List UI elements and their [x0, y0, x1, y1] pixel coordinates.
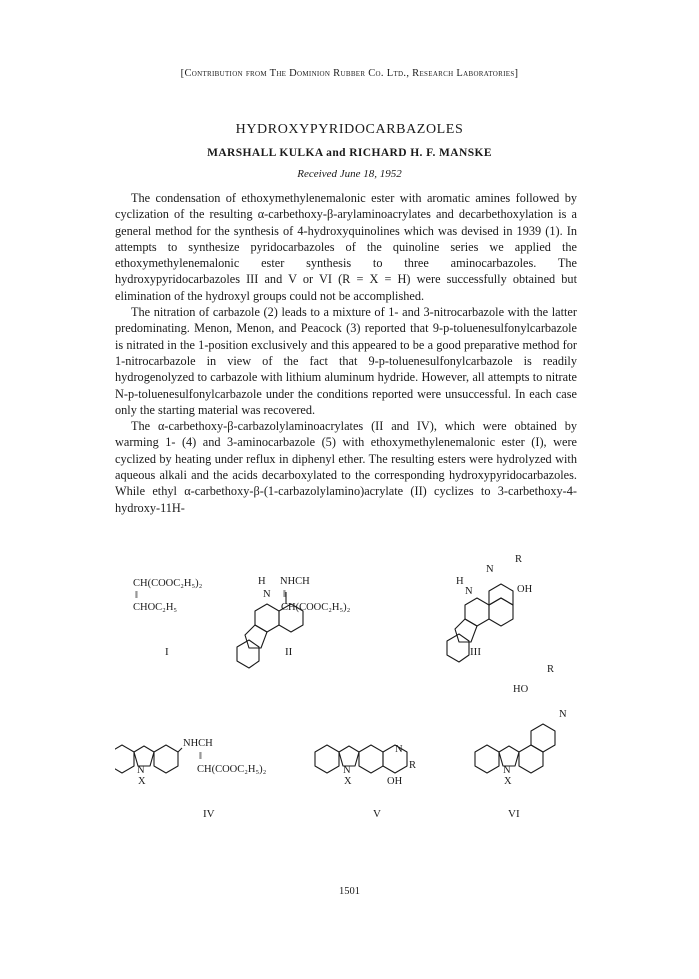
compound-III-n-pyr: N [486, 564, 494, 575]
compound-IV-label: IV [203, 808, 215, 820]
compound-III-h: H [456, 576, 464, 587]
compound-III-n-ring: N [465, 586, 473, 597]
compound-V-label: V [373, 808, 381, 820]
article-title: HYDROXYPYRIDOCARBAZOLES [235, 122, 464, 137]
compound-V-skeleton [315, 745, 407, 773]
compound-VI-r: R [547, 664, 555, 675]
compound-VI-ho: HO [513, 684, 529, 695]
page-number: 1501 [339, 886, 360, 897]
compound-I-line1: CH(COOC₂H₅)₂ [133, 578, 203, 589]
compound-V-n-ring: N [343, 765, 351, 776]
paragraph-1: The condensation of ethoxymethylenemalonic ester with aromatic amines followed by cyclization of the resulting α-carbethoxy-β-arylaminoacrylates and decarbethoxylation is a general method for the synthesis of 4-hydroxyquinolines which was devised in 1939 (1). In attempts to synthesize pyridocarbazoles of the quinoline series we applied the ethoxymethylenemalonic ester synthesis to three aminocarbazoles. The hydroxypyridocarbazoles III and V or VI (R = X = H) were successfully obtained but elimination of the hydroxyl groups could not be accomplished. [115, 191, 577, 303]
compound-II-n: N [263, 589, 271, 600]
compound-II-nhch: NHCH [280, 576, 310, 587]
compound-IV-n: N [137, 765, 145, 776]
article-authors: MARSHALL KULKA and RICHARD H. F. MANSKE [207, 147, 492, 159]
compound-III-oh: OH [517, 584, 533, 595]
received-date: Received June 18, 1952 [297, 168, 402, 180]
paragraph-2: The nitration of carbazole (2) leads to a mixture of 1- and 3-nitrocarbazole with the latter predominating. Menon, Menon, and Peacock (3) reported that 9-p-toluenesulfonylcarbazole is nitrated in the 1-position exclusively and this appeared to be a good preparative method for 1-nitrocarbazole in view of the fact that 9-p-toluenesulfonylcarbazole is readily hydrogenolyzed to carbazole with lithium aluminum hydride. However, all attempts to nitrate N-p-toluenesulfonylcarbazole under the conditions reported were unsuccessful. In each case only the starting material was recovered. [115, 305, 577, 417]
compound-IV-ester: CH(COOC₂H₅)₂ [197, 764, 267, 775]
compound-V-n-pyr: N [395, 744, 403, 755]
compound-VI-n-ring: N [503, 765, 511, 776]
contribution-header: [Contribution from The Dominion Rubber Co. Ltd., Research Laboratories] [180, 68, 519, 79]
compound-I-bond: ‖ [135, 590, 138, 601]
compound-I-label: I [165, 646, 169, 658]
compound-V-x: X [344, 776, 352, 787]
compound-III-label: III [470, 646, 481, 658]
chemical-structures-figure [115, 554, 585, 832]
compound-VI-skeleton [475, 724, 555, 773]
article-body [115, 190, 577, 516]
compound-VI-x: X [504, 776, 512, 787]
compound-II-ester: CH(COOC₂H₅)₂ [281, 602, 351, 613]
compound-II-label: II [285, 646, 293, 658]
compound-VI-label: VI [508, 808, 520, 820]
compound-IV-skeleton [115, 745, 182, 773]
paragraph-3: The α-carbethoxy-β-carbazolylaminoacrylates (II and IV), which were obtained by warming 1- (4) and 3-aminocarbazole (5) with ethoxymethylenemalonic ester (I), were cyclized by heating under reflux in diphenyl ether. The resulting esters were hydrolyzed with aqueous alkali and the acids decarboxylated to the corresponding hydroxypyridocarbazoles. While ethyl α-carbethoxy-β-(1-carbazolylamino)acrylate (II) cyclizes to 3-carbethoxy-4-hydroxy-11H- [115, 419, 577, 515]
compound-IV-bond: ‖ [199, 751, 202, 762]
compound-III-r: R [515, 554, 523, 565]
compound-VI-n-pyr: N [559, 709, 567, 720]
compound-II-h: H [258, 576, 266, 587]
compound-II-bond: ‖ [283, 589, 286, 600]
compound-V-oh: OH [387, 776, 403, 787]
compound-V-r: R [409, 760, 417, 771]
compound-IV-nhch: NHCH [183, 738, 213, 749]
compound-IV-x: X [138, 776, 146, 787]
compound-I-line2: CHOC₂H₅ [133, 602, 178, 613]
